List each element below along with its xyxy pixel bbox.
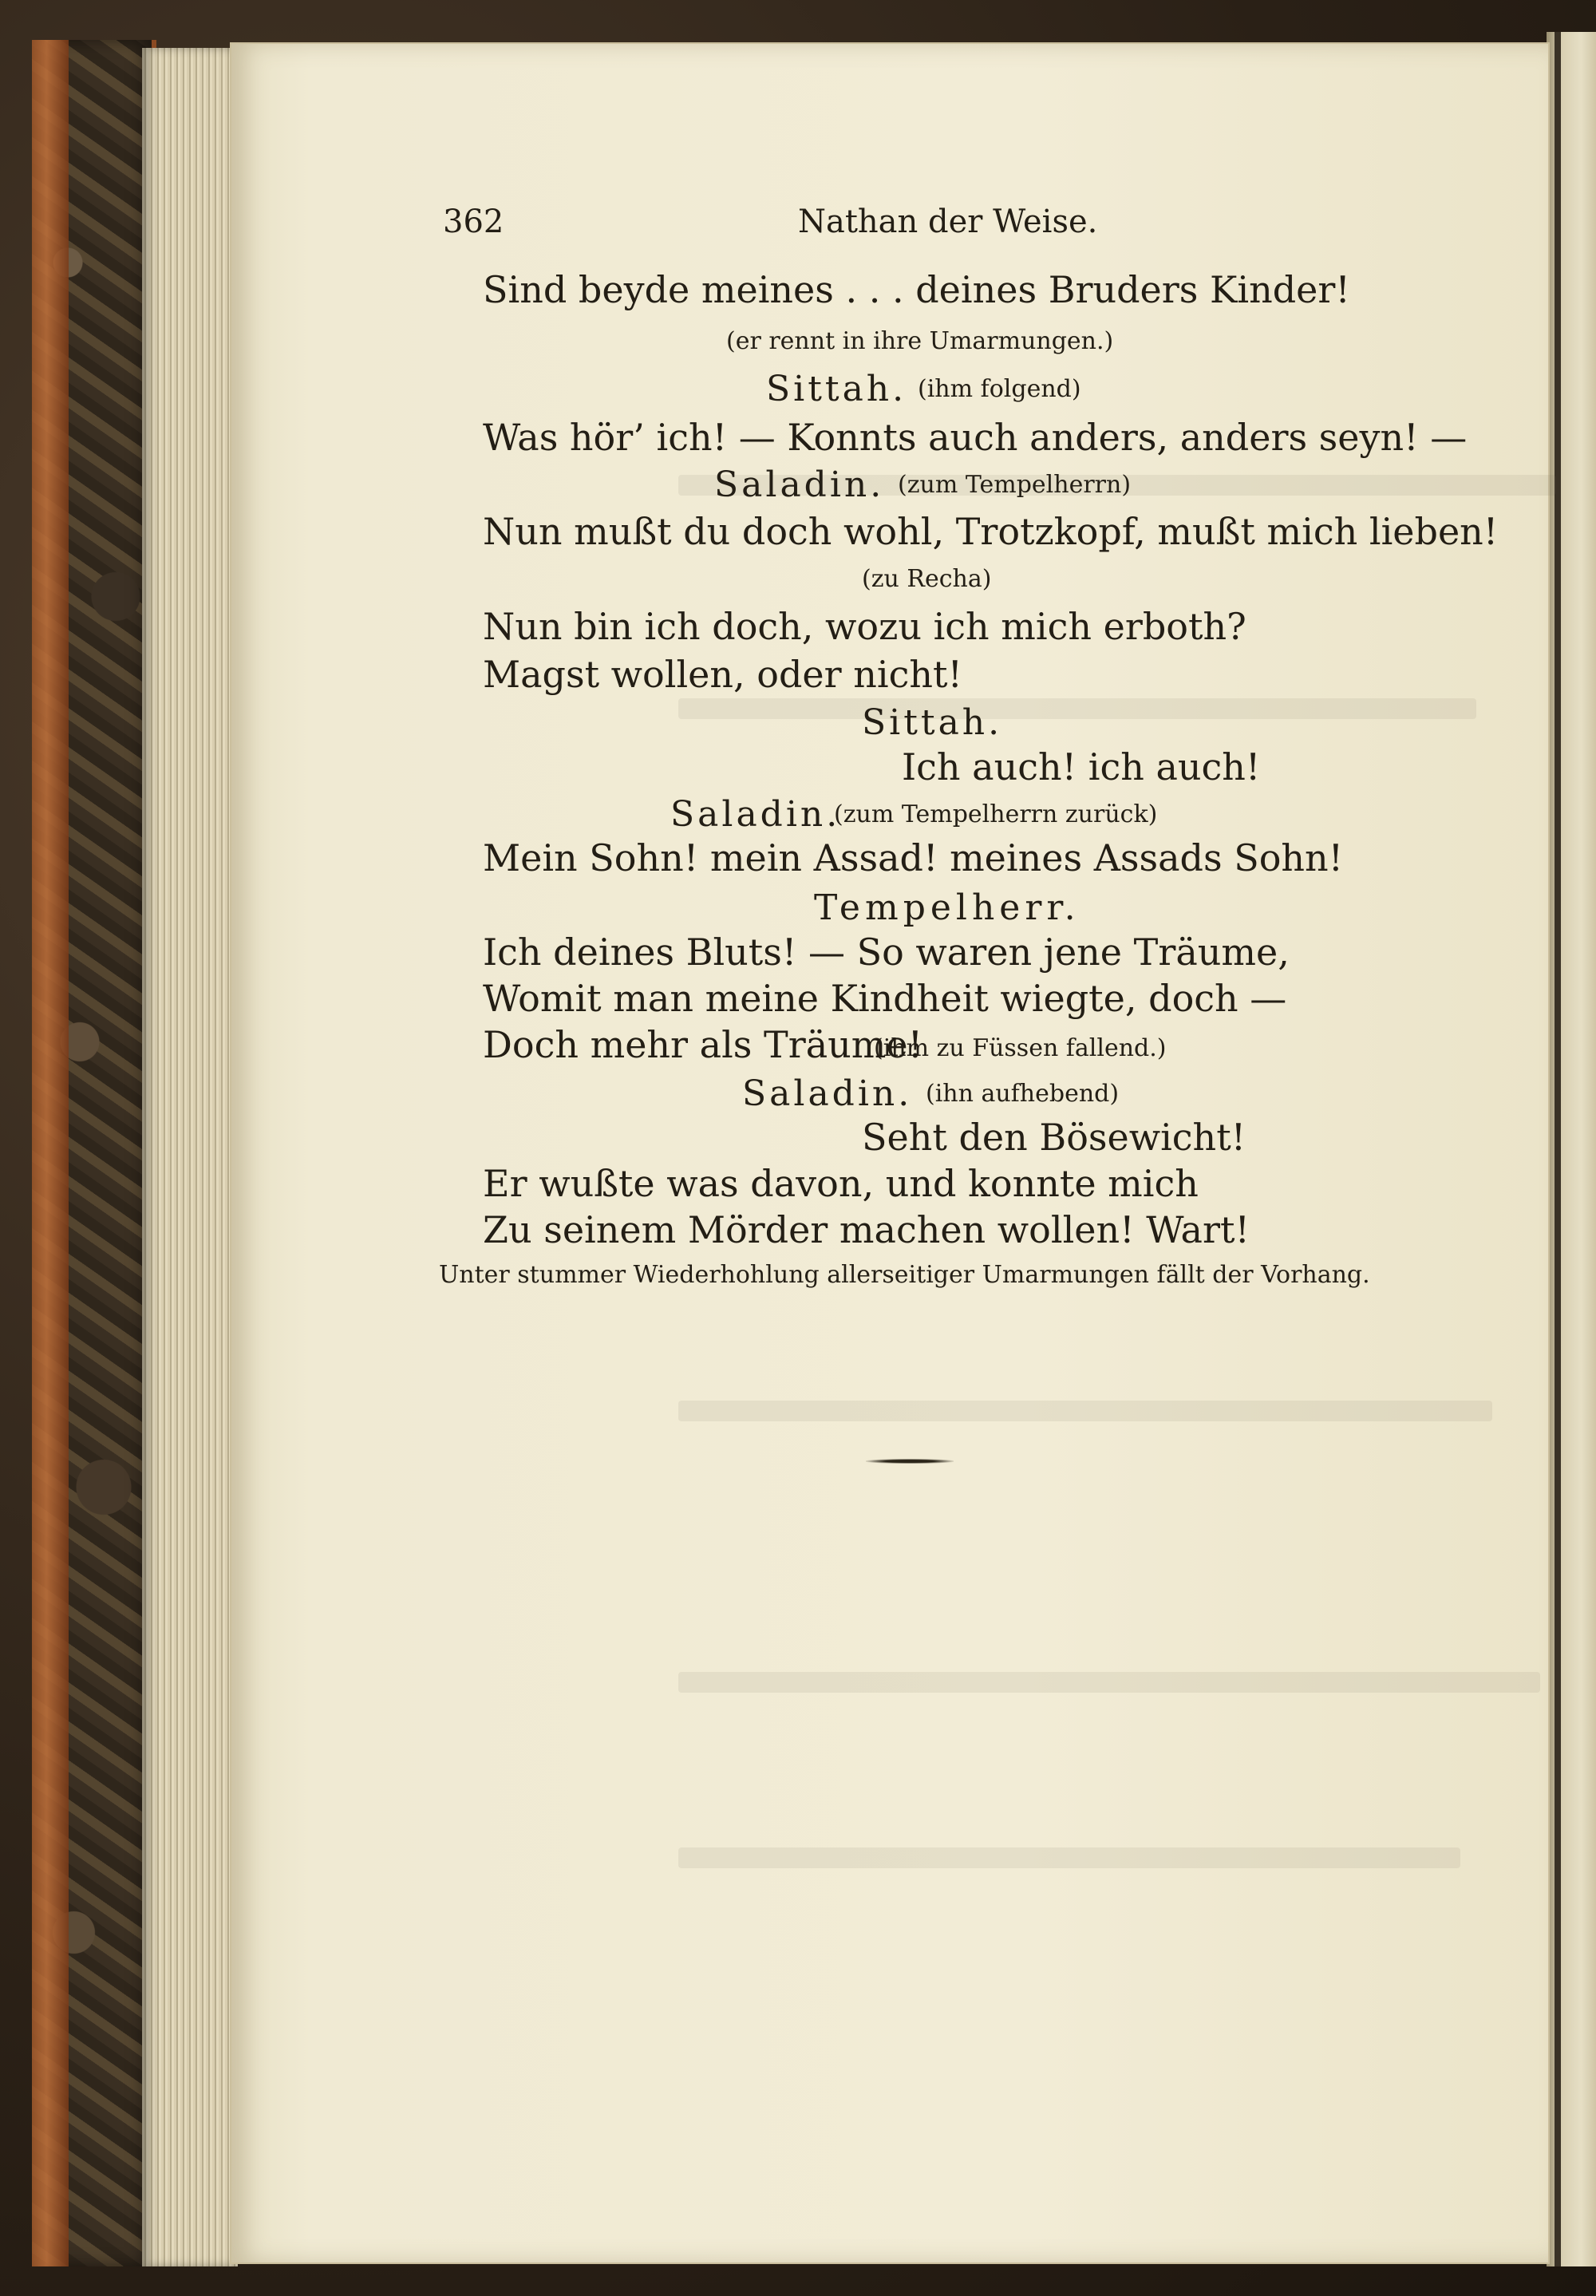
bleed-through: [678, 1401, 1492, 1421]
stage-direction: (ihn aufhebend): [926, 1080, 1120, 1108]
stage-direction: (er rennt in ihre Umarmungen.): [726, 327, 1114, 355]
verse-line: Ich deines Bluts! — So waren jene Träume,: [483, 931, 1290, 974]
stage-direction: (zum Tempelherrn zurück): [834, 800, 1158, 828]
stage-direction: (ihm folgend): [918, 375, 1081, 403]
bleed-through: [678, 1847, 1460, 1868]
bleed-through: [678, 1672, 1540, 1693]
page-edges: [142, 48, 238, 2266]
speaker-name: Sittah.: [862, 702, 1003, 743]
speaker-name: Sittah.: [766, 369, 907, 409]
verse-line: Nun bin ich doch, wozu ich mich erboth?: [483, 605, 1246, 648]
stage-direction: (zu Recha): [862, 565, 992, 593]
verse-line: Womit man meine Kindheit wiegte, doch —: [483, 977, 1287, 1020]
verse-line: Magst wollen, oder nicht!: [483, 653, 962, 696]
speaker-name: Saladin.: [714, 464, 885, 505]
page-number: 362: [443, 204, 504, 240]
speaker-name: Saladin.: [670, 794, 841, 835]
verse-line: Doch mehr als Träume!: [483, 1023, 923, 1066]
verse-line: Seht den Bösewicht!: [862, 1116, 1246, 1159]
speaker-name: Tempelherr.: [814, 887, 1080, 928]
verse-line: Was hör’ ich! — Konnts auch anders, anders seyn! —: [483, 416, 1468, 459]
running-title: Nathan der Weise.: [798, 204, 1098, 240]
verse-line: Ich auch! ich auch!: [902, 745, 1261, 788]
speaker-name: Saladin.: [742, 1073, 913, 1114]
verse-line: Sind beyde meines . . . deines Bruders Kinder!: [483, 268, 1350, 311]
stage-direction: (ihm zu Füssen fallend.): [874, 1034, 1167, 1062]
final-stage-direction: Unter stummer Wiederhohlung allerseitiger Umarmungen fällt der Vorhang.: [439, 1261, 1370, 1289]
verse-line: Er wußte was davon, und konnte mich: [483, 1162, 1199, 1205]
gutter-shadow: [1555, 32, 1561, 2266]
verse-line: Zu seinem Mörder machen wollen! Wart!: [483, 1208, 1250, 1251]
end-rule: [866, 1459, 954, 1464]
stage-direction: (zum Tempelherrn): [898, 471, 1132, 499]
cover-leather-edge: [32, 40, 69, 2266]
verse-line: Mein Sohn! mein Assad! meines Assads Sohn!: [483, 836, 1344, 879]
bleed-through: [678, 698, 1476, 719]
verse-line: Nun mußt du doch wohl, Trotzkopf, mußt mich lieben!: [483, 510, 1499, 553]
